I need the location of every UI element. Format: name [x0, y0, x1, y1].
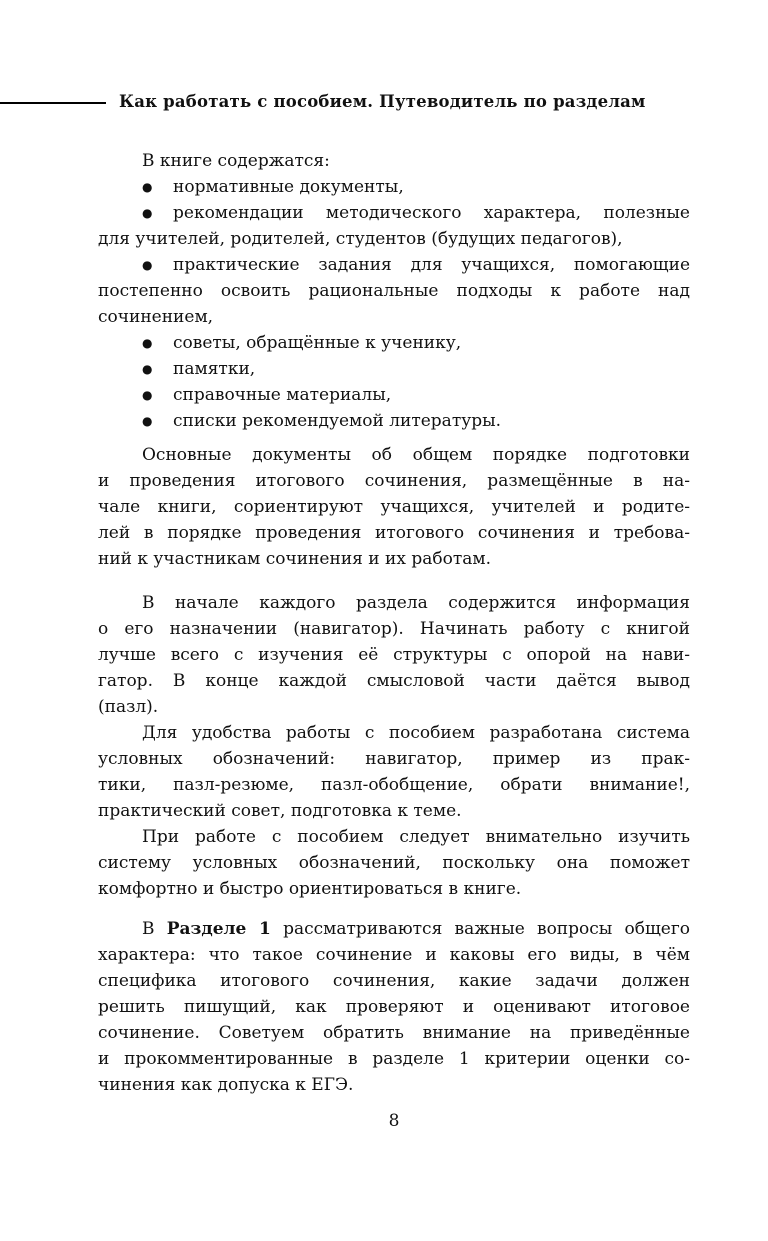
text-line: постепенно освоить рациональные подходы к работе над — [98, 281, 690, 301]
running-header — [0, 90, 768, 120]
text-line: При работе с пособием следует внимательно изучить — [142, 827, 690, 847]
bullet-item — [98, 408, 690, 434]
text-line: практические задания для учащихся, помогающие — [173, 255, 690, 275]
bullet-item — [98, 330, 690, 356]
paragraph-study-symbols — [98, 824, 690, 902]
text-line: В начале каждого раздела содержится информация — [142, 593, 690, 613]
bullet-icon: ● — [142, 258, 153, 272]
text-line: систему условных обозначений, поскольку она поможет — [98, 853, 690, 873]
text-line: (пазл). — [98, 697, 159, 717]
text-line: и проведения итогового сочинения, размещённые в на- — [98, 471, 690, 491]
text-line: нормативные документы, — [173, 177, 404, 197]
bullet-icon: ● — [142, 180, 153, 194]
bullet-icon: ● — [142, 206, 153, 220]
text-line: списки рекомендуемой литературы. — [173, 411, 502, 431]
text-line: Для удобства работы с пособием разработана система — [142, 723, 690, 743]
bullet-icon: ● — [142, 362, 153, 376]
bullet-item — [98, 382, 690, 408]
bullet-item — [98, 174, 690, 200]
text-line: для учителей, родителей, студентов (будущих педагогов), — [98, 229, 623, 249]
text-line: сочинение. Советуем обратить внимание на приведённые — [98, 1023, 690, 1043]
bullet-list — [98, 174, 690, 434]
text-line: характера: что такое сочинение и каковы его виды, в чём — [98, 945, 690, 965]
text-line — [98, 916, 690, 942]
text-line: Основные документы об общем порядке подготовки — [142, 445, 690, 465]
intro-line: В книге содержатся: — [142, 151, 330, 171]
text-line: памятки, — [173, 359, 256, 379]
text-line: чинения как допуска к ЕГЭ. — [98, 1075, 354, 1095]
text-line: комфортно и быстро ориентироваться в книге. — [98, 879, 522, 899]
text-line: справочные материалы, — [173, 385, 392, 405]
text-line: решить пишущий, как проверяют и оценивают итоговое — [98, 997, 690, 1017]
paragraph-section-1 — [98, 916, 690, 1098]
bullet-icon: ● — [142, 336, 153, 350]
bullet-icon: ● — [142, 414, 153, 428]
paragraph-navigator — [98, 590, 690, 720]
text-line: практический совет, подготовка к теме. — [98, 801, 462, 821]
bullet-item — [98, 356, 690, 382]
text-segment: В — [142, 919, 167, 939]
text-line: лучше всего с изучения её структуры с опорой на нави- — [98, 645, 690, 665]
header-rule-divider — [0, 102, 106, 104]
text-line: ний к участникам сочинения и их работам. — [98, 549, 491, 569]
bullet-icon: ● — [142, 388, 153, 402]
paragraph-symbols-system — [98, 720, 690, 824]
paragraph-documents — [98, 442, 690, 572]
page-number: 8 — [388, 1111, 400, 1131]
text-line: специфика итогового сочинения, какие задачи должен — [98, 971, 690, 991]
text-line: лей в порядке проведения итогового сочинения и требова- — [98, 523, 690, 543]
page-title: Как работать с пособием. Путеводитель по разделам — [119, 92, 646, 111]
bullet-item — [98, 200, 690, 226]
text-line: советы, обращённые к ученику, — [173, 333, 462, 353]
text-line: и прокомментированные в разделе 1 критерии оценки со- — [98, 1049, 690, 1069]
bullet-item — [98, 252, 690, 278]
bold-section-ref: Разделе 1 — [166, 919, 271, 939]
text-line: чале книги, сориентируют учащихся, учителей и родите- — [98, 497, 690, 517]
text-line: условных обозначений: навигатор, пример из прак- — [98, 749, 690, 769]
text-line: сочинением, — [98, 307, 214, 327]
text-line: тики, пазл-резюме, пазл-обобщение, обрати внимание!, — [98, 775, 690, 795]
text-line: о его назначении (навигатор). Начинать работу с книгой — [98, 619, 690, 639]
text-line: гатор. В конце каждой смысловой части даётся вывод — [98, 671, 690, 691]
text-column — [98, 148, 690, 1134]
text-line: рекомендации методического характера, полезные — [173, 203, 690, 223]
text-segment: рассматриваются важные вопросы общего — [270, 919, 690, 939]
